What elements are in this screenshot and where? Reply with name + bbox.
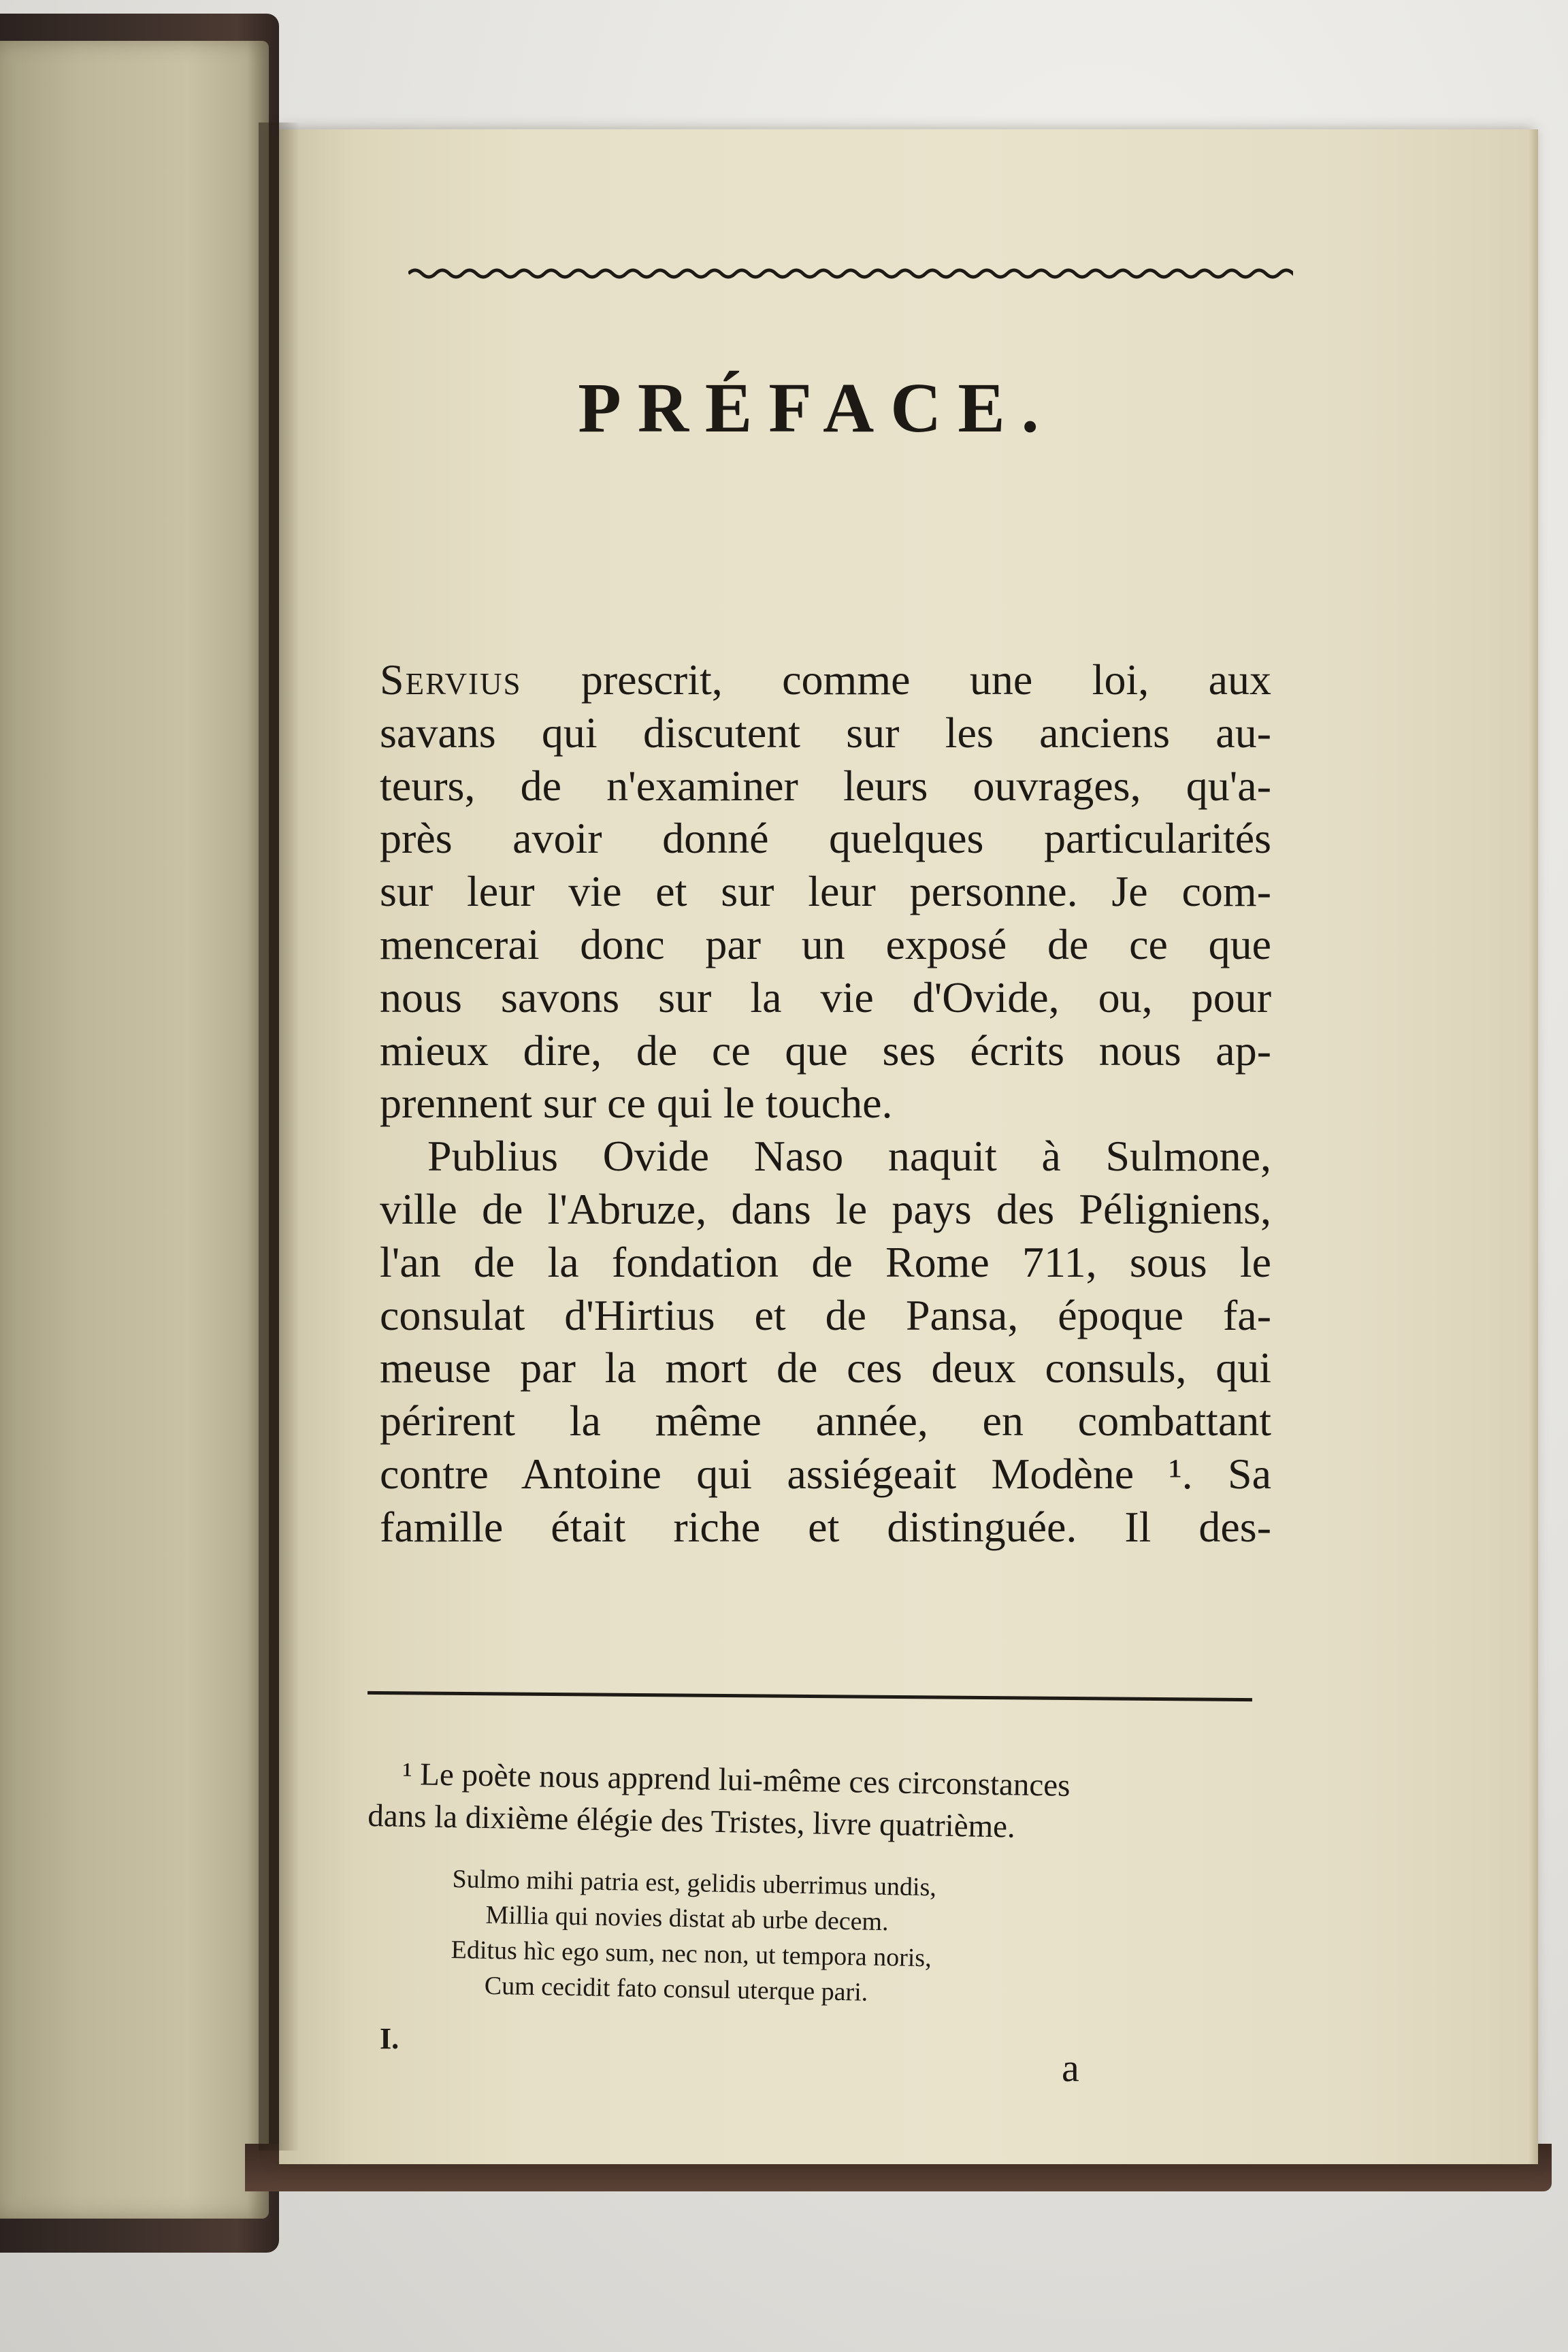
text-line: meuse par la mort de ces deux consuls, qui [380, 1343, 1271, 1392]
text-line: prennent sur ce qui le touche. [380, 1079, 893, 1128]
verse-line: Millia qui novies distat ab urbe decem. [485, 1900, 889, 1937]
verse-line: Editus hìc ego sum, nec non, ut tempora noris, [451, 1935, 932, 1973]
footnote-line: dans la dixième élégie des Tristes, livre quatrième. [367, 1797, 1016, 1845]
signature-letter: a [1062, 2046, 1079, 2090]
right-page [279, 129, 1538, 2164]
text-line: nous savons sur la vie d'Ovide, ou, pour [380, 973, 1271, 1022]
text-line: teurs, de n'examiner leurs ouvrages, qu'a- [380, 761, 1271, 810]
small-caps-lead: Servius [380, 655, 522, 704]
text-line: Servius prescrit, comme une loi, aux [380, 655, 1271, 704]
verse-line: Cum cecidit fato consul uterque pari. [484, 1971, 868, 2007]
text-line: savans qui discutent sur les anciens au- [380, 708, 1271, 757]
wavy-rule-ornament [408, 264, 1293, 280]
verse-line: Sulmo mihi patria est, gelidis uberrimus undis, [452, 1864, 937, 1902]
text-line: Publius Ovide Naso naquit à Sulmone, [427, 1132, 1271, 1181]
text-line: consulat d'Hirtius et de Pansa, époque fa- [380, 1290, 1271, 1339]
footnote [368, 1752, 1274, 1852]
text-line: mieux dire, de ce que ses écrits nous ap- [380, 1026, 1271, 1075]
text-line: contre Antoine qui assiégeait Modène ¹. Sa [380, 1449, 1271, 1498]
footnote-rule [368, 1691, 1252, 1701]
body-text [380, 653, 1271, 1554]
page-title: PRÉFACE. [578, 369, 1056, 447]
text-line: famille était riche et distinguée. Il des- [380, 1502, 1271, 1551]
text-line: près avoir donné quelques particularités [380, 814, 1271, 863]
page-edge [1529, 129, 1538, 2164]
latin-verses [450, 1861, 1200, 2016]
text-line: l'an de la fondation de Rome 711, sous le [380, 1237, 1271, 1286]
text-line: sur leur vie et sur leur personne. Je com- [380, 867, 1271, 916]
left-page [0, 41, 269, 2219]
footnote-line: ¹ Le poète nous apprend lui-même ces circonstances [402, 1756, 1071, 1803]
text-line: mencerai donc par un exposé de ce que [380, 919, 1271, 968]
spine-shadow [259, 122, 299, 2151]
text-line: périrent la même année, en combattant [380, 1396, 1271, 1446]
text-line: ville de l'Abruze, dans le pays des Péligniens, [380, 1184, 1271, 1233]
volume-mark: I. [380, 2022, 399, 2055]
